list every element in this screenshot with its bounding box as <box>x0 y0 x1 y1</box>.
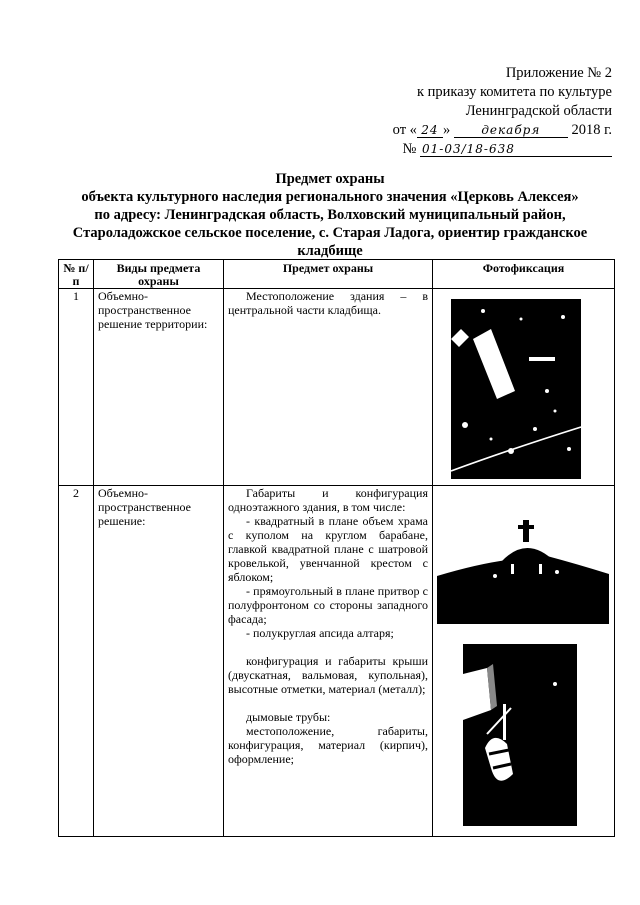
title-line-1: Предмет охраны <box>275 171 385 187</box>
header-kind: Виды предмета охраны <box>94 260 224 289</box>
date-day: 24 <box>417 123 443 138</box>
row-subject: Местоположение здания – в центральной части кладбища. <box>224 289 433 486</box>
appendix-number: № 01-03/18-638 <box>372 140 612 159</box>
protection-table <box>58 259 615 837</box>
row-number: 2 <box>59 486 94 837</box>
header-num: № п/п <box>59 260 94 289</box>
appendix-region: Ленинградской области <box>465 103 612 119</box>
table-header-row <box>59 260 615 289</box>
appendix-date: от « 24 » декабря 2018 г. <box>392 122 612 138</box>
row-kind: Объемно-пространственное решение территории: <box>94 289 224 486</box>
row-photo <box>433 486 615 837</box>
appendix-header <box>372 64 612 159</box>
title-line-5: кладбище <box>297 243 363 259</box>
header-photo: Фотофиксация <box>433 260 615 289</box>
order-number: 01-03/18-638 <box>420 142 612 157</box>
title-line-3: по адресу: Ленинградская область, Волховский муниципальный район, <box>94 207 566 223</box>
row-subject: Габариты и конфигурация одноэтажного здания, в том числе: - квадратный в плане объем храма с куполом на круглом барабане, главкой квадратной плане с шатровой кровелькой, увенчанной крестом с яблоком; - прямоугольный в плане притвор с полуфронтоном со стороны западного фасада; - полукруглая апсида алтаря; конфигурация и габариты крыши (двускатная, вальмовая, купольная), высотные отметки, материал (металл); дымовые трубы: местоположение, габариты, конфигурация, материал (кирпич), оформление; <box>224 486 433 837</box>
title-line-4: Староладожское сельское поселение, с. Старая Ладога, ориентир гражданское <box>72 225 588 241</box>
row-photo <box>433 289 615 486</box>
date-month: декабря <box>454 123 568 138</box>
appendix-order-ref: к приказу комитета по культуре <box>416 84 612 100</box>
appendix-title: Приложение № 2 <box>505 65 612 81</box>
table-row <box>59 486 615 837</box>
row-kind: Объемно-пространственное решение: <box>94 486 224 837</box>
church-dome-photo <box>437 514 609 624</box>
document-title <box>40 170 620 260</box>
header-subject: Предмет охраны <box>224 260 433 289</box>
site-aerial-photo <box>451 299 581 479</box>
table-row <box>59 289 615 486</box>
church-facade-photo <box>463 644 577 826</box>
date-year: 2018 г. <box>571 122 612 138</box>
row-number: 1 <box>59 289 94 486</box>
title-line-2: объекта культурного наследия регионального значения «Церковь Алексея» <box>81 189 579 205</box>
